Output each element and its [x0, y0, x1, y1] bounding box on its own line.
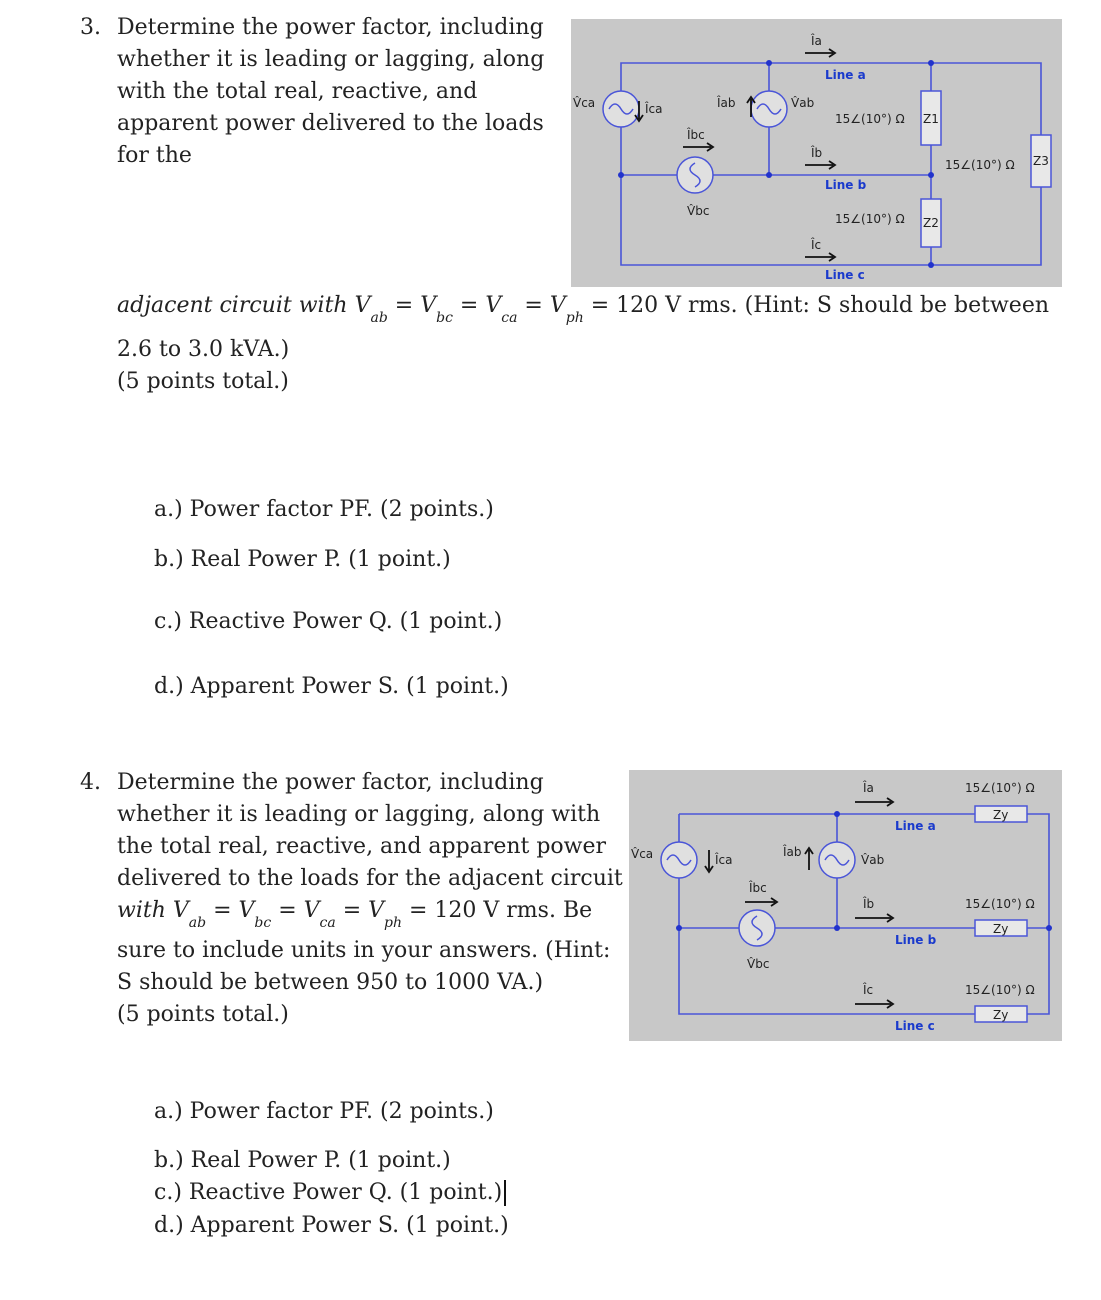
q3-condition-line [117, 290, 1049, 324]
q3-part-d: d.) Apparent Power S. (1 point.) [154, 674, 509, 699]
q4-label-vca: V̂ca [631, 847, 654, 861]
q3-sub-ca: ca [501, 310, 518, 326]
q3-label-z1-value: 15∠(10°) Ω [835, 112, 905, 126]
q3-label-ibc: Îbc [687, 128, 705, 142]
q4-value-text: 120 V rms. Be [434, 898, 593, 923]
q4-node-neutral [1046, 925, 1052, 931]
q4-part-b: b.) Real Power P. (1 point.) [154, 1148, 451, 1173]
q3-node-b [766, 172, 772, 178]
q4-line-3: the total real, reactive, and apparent power [117, 834, 607, 859]
q4-v-ca: V [303, 898, 320, 923]
q4-label-ib: Îb [863, 897, 875, 911]
q4-label-vbc: V̂bc [747, 957, 770, 971]
q4-node-b-left [676, 925, 682, 931]
q4-label-line-b: Line b [895, 933, 937, 947]
q3-line-2: whether it is leading or lagging, along [117, 47, 545, 72]
q4-part-c: c.) Reactive Power Q. (1 point.) [154, 1180, 503, 1205]
q4-line-8: (5 points total.) [117, 1002, 289, 1027]
q4-line-4: delivered to the loads for the adjacent circuit [117, 866, 623, 891]
q3-sub-ph: ph [565, 310, 584, 326]
q3-node-z1-top [928, 60, 934, 66]
q3-v-ph: V [549, 293, 566, 318]
q4-part-a: a.) Power factor PF. (2 points.) [154, 1099, 494, 1124]
q4-label-ia: Îa [863, 781, 874, 795]
q4-line-6: sure to include units in your answers. (Hint: [117, 938, 611, 963]
q3-part-b: b.) Real Power P. (1 point.) [154, 547, 451, 572]
q3-node-a [766, 60, 772, 66]
q3-part-c: c.) Reactive Power Q. (1 point.) [154, 609, 503, 634]
q4-line-1: Determine the power factor, including [117, 770, 544, 795]
q3-eq-1: = [387, 293, 421, 318]
q3-circuit-figure [571, 19, 1062, 287]
q3-v-bc: V [420, 293, 437, 318]
q4-label-iab: Îab [783, 845, 802, 859]
q4-label-zc: Zy [993, 1008, 1009, 1022]
q3-line-4: apparent power delivered to the loads [117, 111, 544, 136]
q4-v-ab: V [172, 898, 189, 923]
q3-label-ia: Îa [811, 34, 822, 48]
q3-line-3: with the total real, reactive, and [117, 79, 478, 104]
q4-v-bc: V [238, 898, 255, 923]
q3-label-line-c: Line c [825, 268, 865, 282]
q4-label-ic: Îc [863, 983, 874, 997]
q3-label-z2-value: 15∠(10°) Ω [835, 212, 905, 226]
q3-label-vca: V̂ca [573, 96, 596, 110]
q4-eq-1: = [206, 898, 239, 923]
text-cursor [504, 1180, 506, 1206]
q4-condition-line [117, 895, 623, 929]
q4-node-b [834, 925, 840, 931]
q4-label-vab: V̂ab [861, 853, 885, 867]
q4-label-zb-value: 15∠(10°) Ω [965, 897, 1035, 911]
q3-label-vbc: V̂bc [687, 204, 710, 218]
q4-prompt [117, 767, 623, 1031]
q3-label-iab: Îab [717, 96, 736, 110]
q3-label-line-b: Line b [825, 178, 867, 192]
q4-line-2: whether it is leading or lagging, along with [117, 802, 601, 827]
q3-part-a: a.) Power factor PF. (2 points.) [154, 497, 494, 522]
q4-with-text: with [117, 898, 173, 923]
q3-label-z3-value: 15∠(10°) Ω [945, 158, 1015, 172]
q4-label-ibc: Îbc [749, 881, 767, 895]
q3-eq-4: = [583, 293, 617, 318]
q3-label-z3: Z3 [1033, 154, 1049, 168]
q4-label-zc-value: 15∠(10°) Ω [965, 983, 1035, 997]
q4-part-d: d.) Apparent Power S. (1 point.) [154, 1213, 509, 1238]
q4-label-ica: Îca [715, 853, 733, 867]
q3-hint-end: 2.6 to 3.0 kVA.) [117, 337, 290, 362]
q3-value-text: 120 V rms. (Hint: S should be between [616, 293, 1050, 318]
q4-circuit-figure [629, 770, 1062, 1041]
q3-node-z-mid [928, 172, 934, 178]
q3-v-ab: V [354, 293, 371, 318]
q3-prompt [117, 12, 544, 172]
q4-label-line-c: Line c [895, 1019, 935, 1033]
q3-node-b-left [618, 172, 624, 178]
q3-sub-ab: ab [370, 310, 388, 326]
q3-label-ic: Îc [811, 238, 822, 252]
q4-sub-bc: bc [254, 915, 272, 931]
q3-label-z2: Z2 [923, 216, 939, 230]
q4-eq-4: = [402, 898, 435, 923]
q4-eq-3: = [335, 898, 369, 923]
q3-line-1: Determine the power factor, including [117, 15, 544, 40]
q3-label-ib: Îb [811, 146, 823, 160]
q4-label-zb: Zy [993, 922, 1009, 936]
q4-node-a [834, 811, 840, 817]
q3-label-ica: Îca [645, 102, 663, 116]
q4-v-ph: V [368, 898, 385, 923]
q4-label-line-a: Line a [895, 819, 936, 833]
q4-line-7: S should be between 950 to 1000 VA.) [117, 970, 544, 995]
q3-number: 3. [80, 15, 101, 40]
q4-number: 4. [80, 770, 101, 795]
q3-line-5: for the [117, 143, 192, 168]
q3-condition-lead: adjacent circuit with [117, 293, 355, 318]
q3-v-ca: V [485, 293, 502, 318]
q3-label-vab: V̂ab [791, 96, 815, 110]
q3-label-line-a: Line a [825, 68, 866, 82]
q3-eq-3: = [517, 293, 550, 318]
q3-label-z1: Z1 [923, 112, 939, 126]
q4-part-c-wrap[interactable] [154, 1177, 506, 1209]
q4-sub-ab: ab [188, 915, 207, 931]
q4-label-za: Zy [993, 808, 1009, 822]
q3-eq-2: = [452, 293, 486, 318]
q4-eq-2: = [271, 898, 304, 923]
q4-label-za-value: 15∠(10°) Ω [965, 781, 1035, 795]
q3-points-total: (5 points total.) [117, 369, 289, 394]
q3-node-c [928, 262, 934, 268]
q3-sub-bc: bc [436, 310, 453, 326]
q4-sub-ph: ph [384, 915, 402, 931]
q4-sub-ca: ca [319, 915, 336, 931]
